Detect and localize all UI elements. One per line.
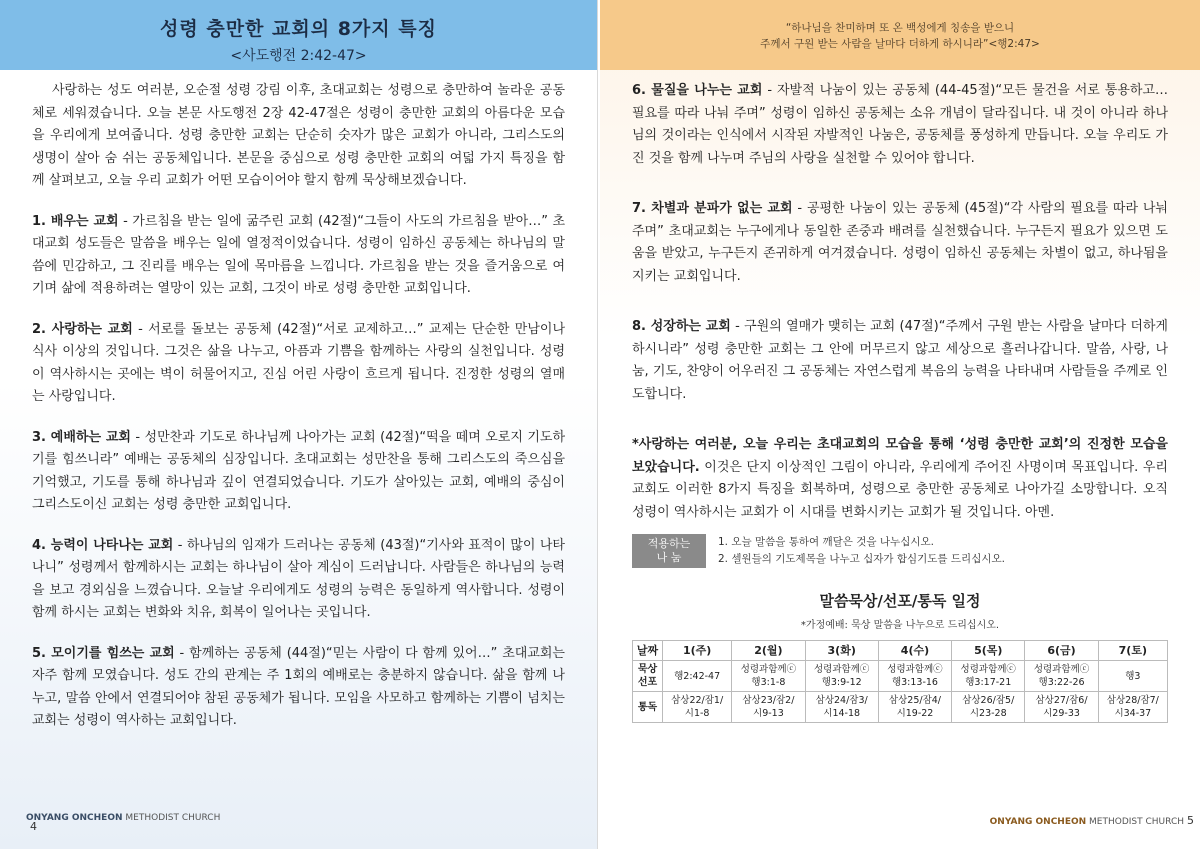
point-4 xyxy=(32,535,565,625)
brand-name: ONYANG ONCHEON xyxy=(26,813,123,823)
sermon-reference: <사도행전 2:42-47> xyxy=(230,48,367,64)
cell-line: 시19-22 xyxy=(896,708,934,719)
cell-line: 행3:13-16 xyxy=(891,677,938,688)
schedule-header-row xyxy=(633,641,1168,661)
table-cell xyxy=(663,661,732,692)
cell-line: 성령과함께ⓒ xyxy=(960,664,1016,675)
row-label-b: 선포 xyxy=(637,677,658,688)
point-text: - 공평한 나눔이 있는 공동체 (45절)“각 사람의 필요를 따라 나눠 주며” 초대교회는 누구에게나 동일한 존중과 배려를 실천했습니다. 누구든지 필요가 있으면 도움을 받았고, 누구든지 존귀하게 여겨졌습니다. 성령이 임하신 공동체는 차별이 없고, 하나됨을 지키는 교회입니다. xyxy=(632,201,1168,284)
cell-line: 성령과함께ⓒ xyxy=(1033,664,1090,675)
cell-line: 삼상24/잠3/ xyxy=(815,695,868,706)
table-cell xyxy=(1098,661,1167,692)
point-5 xyxy=(32,643,565,733)
brand-name: ONYANG ONCHEON xyxy=(989,817,1087,827)
point-text: - 자발적 나눔이 있는 공동체 (44-45절)“모든 물건을 서로 통용하고… 필요를 따라 나눠 주며” 성령이 임하신 공동체는 소유 개념이 달라집니다. 내 것이 아니라 하나님의 것이라는 인식에서 시작된 자발적인 나눔은, 공동체를 풍성하게 만듭니다. 오늘 우리도 가진 것을 함께 나누며 주님의 사랑을 실천할 수 있어야 합니다. xyxy=(632,83,1169,166)
apply-item: 1. 오늘 말씀을 통하여 깨달은 것을 나누십시오. xyxy=(718,536,934,548)
day-header: 5(목) xyxy=(952,641,1025,661)
cell-line: 행2:42-47 xyxy=(674,670,721,682)
day-header: 7(토) xyxy=(1098,641,1167,661)
left-footer-brand xyxy=(26,813,220,823)
table-cell xyxy=(952,661,1025,692)
table-cell xyxy=(805,661,878,692)
cell-line: 행3:17-21 xyxy=(965,677,1012,688)
cell-line: 시34-37 xyxy=(1114,708,1152,719)
day-header: 3(화) xyxy=(805,641,878,661)
cell-line: 행3:9-12 xyxy=(821,677,862,688)
left-header xyxy=(0,0,597,70)
table-cell xyxy=(1025,692,1098,723)
verse-line-1: “하나님을 찬미하며 또 온 백성에게 칭송을 받으니 xyxy=(785,22,1015,34)
schedule-table xyxy=(632,640,1168,723)
cell-line: 시1-8 xyxy=(684,708,710,719)
left-page xyxy=(0,0,598,849)
conclusion-bold: *사랑하는 여러분, 오늘 우리는 초대교회의 모습을 통해 ‘성령 충만한 교회’의 진정한 모습을 보았습니다. xyxy=(632,437,1168,475)
cell-line: 삼상25/잠4/ xyxy=(888,695,941,706)
cell-line: 시23-28 xyxy=(969,708,1007,719)
cell-line: 삼상22/잠1/ xyxy=(671,695,724,706)
point-heading: 2. 사랑하는 교회 xyxy=(32,321,133,337)
schedule-title: 말씀묵상/선포/통독 일정 xyxy=(819,592,981,610)
verse-line-2: 주께서 구원 받는 사람을 날마다 더하게 하시니라”<행2:47> xyxy=(760,38,1040,50)
schedule-subtitle: *가정예배: 묵상 말씀을 나누으로 드리십시오. xyxy=(800,619,1000,631)
day-header: 6(금) xyxy=(1025,641,1098,661)
day-header: 4(수) xyxy=(878,641,951,661)
point-heading: 5. 모이기를 힘쓰는 교회 xyxy=(32,645,175,661)
table-cell xyxy=(952,692,1025,723)
meditation-row xyxy=(633,661,1168,692)
day-header: 2(월) xyxy=(732,641,805,661)
cell-line: 행3:22-26 xyxy=(1038,677,1085,688)
cell-line: 행3:1-8 xyxy=(751,677,786,688)
sermon-title: 성령 충만한 교회의 8가지 특징 xyxy=(160,18,437,40)
apply-items xyxy=(706,534,1005,568)
point-heading: 6. 물질을 나누는 교회 xyxy=(632,83,763,98)
cell-line: 삼상28/잠7/ xyxy=(1106,695,1159,706)
cell-line: 성령과함께ⓒ xyxy=(813,664,870,675)
point-text: - 서로를 돌보는 공동체 (42절)“서로 교제하고…” 교제는 단순한 만남이나 식사 이상의 것입니다. 그것은 삶을 나누고, 아픔과 기쁨을 함께하는 사랑의 실천입니다. 성령이 역사하시는 곳에는 벽이 허물어지고, 진심 어린 사랑이 흐르게 됩니다. 진정한 성령의 열매는 사랑입니다. xyxy=(32,321,565,404)
cell-line: 삼상23/잠2/ xyxy=(742,695,795,706)
cell-line: 성령과함께ⓒ xyxy=(887,664,943,675)
point-text: - 성만찬과 기도로 하나님께 나아가는 교회 (42절)“떡을 떼며 오로지 기도하기를 힘쓰니라” 예배는 공동체의 심장입니다. 초대교회는 성만찬을 통해 그리스도의 죽으심을 기억했고, 기도를 통해 하나님과 깊이 연결되었습니다. 기도가 살아있는 교회, 예배의 중심이 그리스도이신 교회는 성령 충만한 교회입니다. xyxy=(32,429,565,512)
point-2 xyxy=(32,319,565,409)
cell-line: 시9-13 xyxy=(753,708,784,719)
day-header: 1(주) xyxy=(663,641,732,661)
point-3 xyxy=(32,427,565,517)
row-label: 통독 xyxy=(633,692,663,723)
point-heading: 3. 예배하는 교회 xyxy=(32,429,131,445)
point-heading: 1. 배우는 교회 xyxy=(32,213,119,229)
right-body xyxy=(600,70,1200,723)
right-page xyxy=(600,0,1200,849)
point-1 xyxy=(32,211,565,301)
table-cell xyxy=(1098,692,1167,723)
conclusion-text: 이것은 단지 이상적인 그림이 아니라, 우리에게 주어진 사명이며 목표입니다. 우리 교회도 이러한 8가지 특징을 회복하며, 성령으로 충만한 공동체로 나아가길 소망합니다. 오직 성령이 역사하시는 교회가 이 시대를 변화시키는 교회가 될 것입니다. 아멘. xyxy=(632,459,1168,520)
apply-label-2: 나 눔 xyxy=(656,551,682,564)
page-number-right: 5 xyxy=(1187,814,1194,827)
point-text: - 가르침을 받는 일에 굶주린 교회 (42절)“그들이 사도의 가르침을 받아…” 초대교회 성도들은 말씀을 배우는 일에 열정적이었습니다. 성령이 임하신 공동체는 하나님의 말씀에 민감하고, 그 진리를 배우는 일에 목마름을 느낍니다. 가르침을 받는 것을 즐거움으로 여기며 삶에 적용하려는 열망이 있는 교회, 그것이 바로 성령 충만한 교회입니다. xyxy=(32,213,566,296)
left-body xyxy=(0,70,597,733)
apply-section xyxy=(632,534,1168,568)
brand-sub: METHODIST CHURCH xyxy=(1089,817,1184,827)
reading-row xyxy=(633,692,1168,723)
point-heading: 7. 차별과 분파가 없는 교회 xyxy=(632,201,793,216)
table-cell xyxy=(805,692,878,723)
conclusion xyxy=(632,434,1168,524)
cell-line: 삼상27/잠6/ xyxy=(1035,695,1088,706)
cell-line: 삼상26/잠5/ xyxy=(962,695,1015,706)
cell-line: 시29-33 xyxy=(1043,708,1080,719)
point-text: - 하나님의 임재가 드러나는 공동체 (43절)“기사와 표적이 많이 나타나니” 성령께서 함께하시는 교회는 하나님이 살아 계심이 드러납니다. 사람들은 하나님의 능력을 보고 경외심을 느꼈습니다. 오늘날 우리에게도 성령의 능력은 동일하게 역사합니다. 성령이 함께 하시는 교회는 변화와 치유, 회복이 일어나는 곳입니다. xyxy=(32,537,565,620)
point-7 xyxy=(632,198,1168,288)
right-footer-brand xyxy=(990,817,1184,827)
table-cell xyxy=(878,692,951,723)
point-text: - 구원의 열매가 맺히는 교회 (47절)“주께서 구원 받는 사람을 날마다 더하게 하시니라” 성령 충만한 교회는 그 안에 머무르지 않고 세상으로 흘러나갑니다. 말씀, 사랑, 나눔, 기도, 찬양이 어우러진 그 공동체는 자연스럽게 복음의 능력을 나타내며 사람들을 주께로 인도합니다. xyxy=(632,319,1168,402)
point-6 xyxy=(632,80,1168,170)
cell-line: 시14-18 xyxy=(823,708,861,719)
point-text: - 함께하는 공동체 (44절)“믿는 사람이 다 함께 있어…” 초대교회는 자주 함께 모였습니다. 성도 간의 관계는 주 1회의 예배로는 충분하지 않습니다. 삶을 함께 나누고, 말씀 안에서 연결되어야 참된 공동체가 됩니다. 모임을 사모하고 함께하는 기쁨이 넘치는 교회는 성령이 역사하는 교회입니다. xyxy=(32,645,565,728)
right-header xyxy=(600,0,1200,70)
row-label-a: 묵상 xyxy=(637,664,658,675)
table-cell xyxy=(1025,661,1098,692)
apply-item: 2. 셀원들의 기도제목을 나누고 십자가 합심기도를 드리십시오. xyxy=(718,553,1005,565)
row-label xyxy=(633,661,663,692)
brand-sub: METHODIST CHURCH xyxy=(125,813,221,823)
cell-line: 행3 xyxy=(1125,670,1141,682)
table-cell xyxy=(732,692,805,723)
apply-label-box xyxy=(632,534,706,568)
point-heading: 8. 성장하는 교회 xyxy=(632,319,731,334)
point-8 xyxy=(632,316,1168,406)
table-cell xyxy=(663,692,732,723)
apply-label-1: 적용하는 xyxy=(647,537,691,550)
cell-line: 성령과함께ⓒ xyxy=(740,664,797,675)
table-cell xyxy=(732,661,805,692)
date-header: 날짜 xyxy=(633,641,663,661)
point-heading: 4. 능력이 나타나는 교회 xyxy=(32,537,174,553)
table-cell xyxy=(878,661,951,692)
page-number-left: 4 xyxy=(30,820,37,833)
intro-paragraph: 사랑하는 성도 여러분, 오순절 성령 강림 이후, 초대교회는 성령으로 충만하여 놀라운 공동체로 세워졌습니다. 오늘 본문 사도행전 2장 42-47절은 성령이 충만한 교회의 아름다운 모습을 우리에게 보여줍니다. 성령 충만한 교회는 단순히 숫자가 많은 교회가 아니라, 그리스도의 생명이 살아 숨 쉬는 공동체입니다. 본문을 중심으로 성령 충만한 교회의 여덟 가지 특징을 함께 살펴보고, 오늘 우리 교회가 어떤 모습이어야 할지 함께 묵상해보겠습니다. xyxy=(32,83,565,188)
